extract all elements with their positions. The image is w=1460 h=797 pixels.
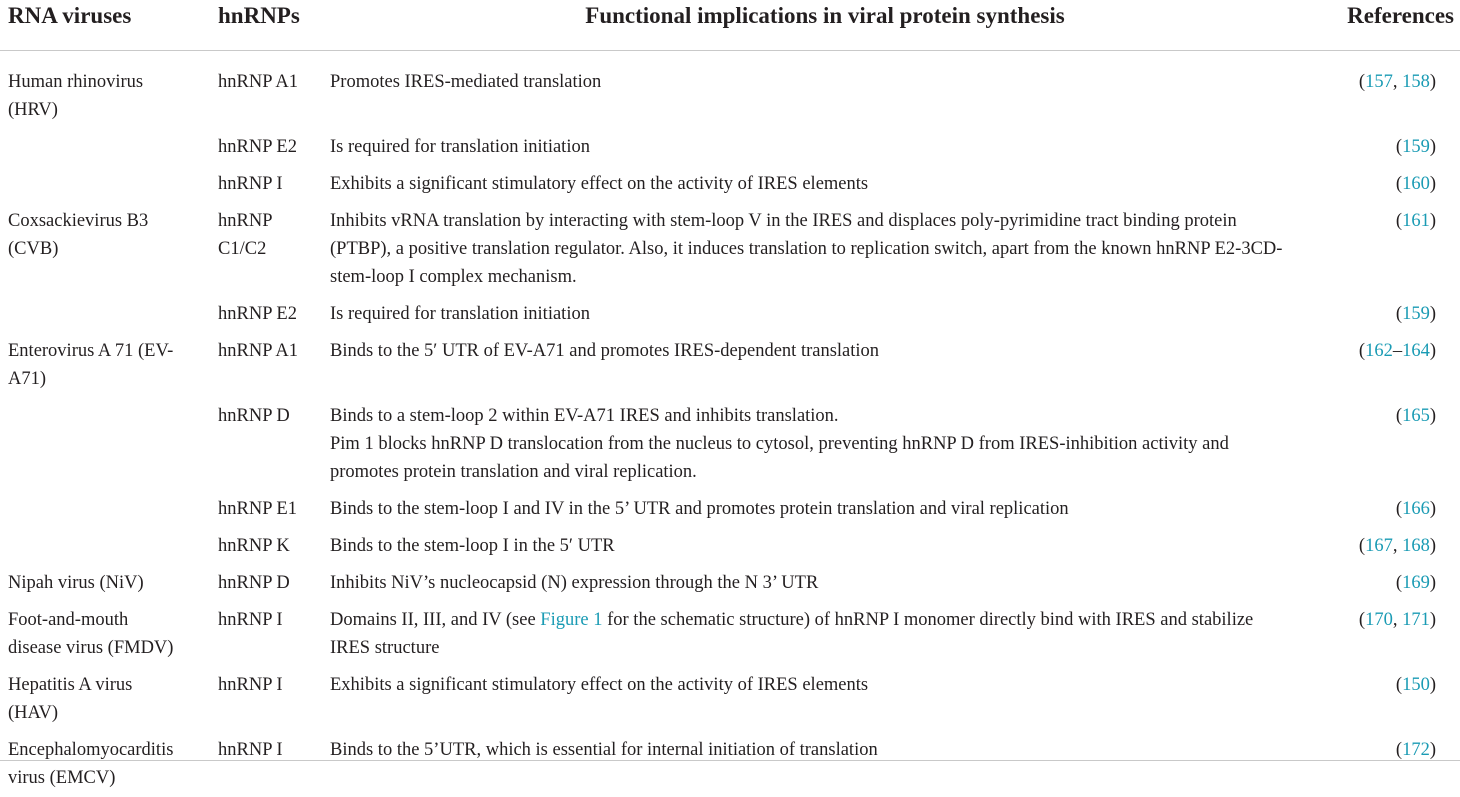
table-row: [0, 166, 1460, 203]
cell-rna-virus: [0, 51, 210, 130]
cell-hnrnp: [210, 203, 322, 296]
cell-references: [1328, 398, 1460, 491]
hnrnp-name: hnRNP I: [218, 606, 318, 634]
reference-link[interactable]: 165: [1402, 406, 1430, 426]
cell-hnrnp: [210, 528, 322, 565]
function-text: [330, 207, 1288, 291]
ref-paren-open: (: [1396, 211, 1402, 231]
cell-hnrnp: [210, 129, 322, 166]
cell-references: [1328, 51, 1460, 130]
hnrnp-name: hnRNP D: [218, 402, 318, 430]
cell-references: [1328, 602, 1460, 667]
cell-references: [1328, 296, 1460, 333]
ref-separator: ,: [1393, 72, 1402, 92]
hnrnp-name: hnRNP K: [218, 532, 318, 560]
ref-paren-close: ): [1430, 610, 1436, 630]
header-hnrnps: hnRNPs: [210, 0, 322, 51]
virus-name: Hepatitis A virus: [8, 671, 204, 699]
ref-paren-open: (: [1359, 341, 1365, 361]
hnrnp-name: hnRNP E2: [218, 133, 318, 161]
ref-paren-open: (: [1396, 304, 1402, 324]
reference-link[interactable]: 169: [1402, 573, 1430, 593]
virus-name-cont: virus (EMCV): [8, 764, 204, 792]
ref-paren-open: (: [1359, 72, 1365, 92]
cell-rna-virus: [0, 166, 210, 203]
function-text-part: Binds to the stem-loop I and IV in the 5’ UTR and promotes protein translation and viral replication: [330, 499, 1069, 519]
function-text: [330, 68, 1288, 96]
table-row: [0, 565, 1460, 602]
cell-hnrnp: [210, 565, 322, 602]
ref-paren-close: ): [1430, 675, 1436, 695]
function-text-part: Is required for translation initiation: [330, 304, 590, 324]
ref-paren-open: (: [1396, 573, 1402, 593]
virus-name-cont: (HAV): [8, 699, 204, 727]
function-text: [330, 671, 1288, 699]
cell-references: [1328, 129, 1460, 166]
ref-paren-close: ): [1430, 211, 1436, 231]
reference-link[interactable]: 170: [1365, 610, 1393, 630]
cell-function: [322, 667, 1328, 732]
function-text: [330, 170, 1288, 198]
function-text-part: Is required for translation initiation: [330, 137, 590, 157]
virus-name: Coxsackievirus B3: [8, 207, 204, 235]
table-row: [0, 398, 1460, 491]
function-text-part: Binds to the 5’UTR, which is essential for internal initiation of translation: [330, 740, 878, 760]
table-bottom-rule: [0, 760, 1460, 761]
cell-hnrnp: [210, 491, 322, 528]
virus-name-cont: (HRV): [8, 96, 204, 124]
ref-separator: ,: [1393, 610, 1402, 630]
ref-paren-close: ): [1430, 406, 1436, 426]
reference-link[interactable]: 158: [1402, 72, 1430, 92]
function-text-part: Binds to the 5′ UTR of EV-A71 and promotes IRES-dependent translation: [330, 341, 879, 361]
cell-hnrnp: [210, 51, 322, 130]
ref-separator: ,: [1393, 536, 1402, 556]
reference-link[interactable]: 166: [1402, 499, 1430, 519]
cell-function: [322, 333, 1328, 398]
cell-hnrnp: [210, 333, 322, 398]
table-row: [0, 296, 1460, 333]
ref-paren-close: ): [1430, 304, 1436, 324]
cell-rna-virus: [0, 333, 210, 398]
ref-paren-open: (: [1396, 137, 1402, 157]
cell-rna-virus: [0, 398, 210, 491]
header-functional-implications: Functional implications in viral protein synthesis: [322, 0, 1328, 51]
ref-paren-open: (: [1396, 499, 1402, 519]
function-text: [330, 337, 1288, 365]
function-text: [330, 532, 1288, 560]
reference-link[interactable]: 171: [1402, 610, 1430, 630]
function-text: [330, 133, 1288, 161]
cell-rna-virus: [0, 667, 210, 732]
cell-function: [322, 51, 1328, 130]
cell-rna-virus: [0, 129, 210, 166]
cell-function: [322, 528, 1328, 565]
cell-references: [1328, 732, 1460, 797]
ref-paren-open: (: [1396, 406, 1402, 426]
hnrnp-name: hnRNP I: [218, 736, 318, 764]
function-text-part: Exhibits a significant stimulatory effect on the activity of IRES elements: [330, 675, 868, 695]
ref-paren-close: ): [1430, 137, 1436, 157]
ref-separator: –: [1393, 341, 1402, 361]
function-text-part: Domains II, III, and IV (see: [330, 610, 540, 630]
virus-name: Encephalomyocarditis: [8, 736, 204, 764]
cell-function: [322, 296, 1328, 333]
table-header: [0, 0, 1460, 51]
function-text: [330, 495, 1288, 523]
function-text-part: Inhibits NiV’s nucleocapsid (N) expression through the N 3’ UTR: [330, 573, 818, 593]
virus-name: Enterovirus A 71 (EV-: [8, 337, 204, 365]
table-row: [0, 667, 1460, 732]
reference-link[interactable]: 162: [1365, 341, 1393, 361]
cell-references: [1328, 667, 1460, 732]
table-row: [0, 129, 1460, 166]
reference-link[interactable]: 150: [1402, 675, 1430, 695]
cell-rna-virus: [0, 565, 210, 602]
cell-function: [322, 602, 1328, 667]
cell-function: [322, 203, 1328, 296]
cell-references: [1328, 528, 1460, 565]
reference-link[interactable]: 160: [1402, 174, 1430, 194]
ref-paren-close: ): [1430, 740, 1436, 760]
ref-paren-close: ): [1430, 573, 1436, 593]
reference-link[interactable]: 161: [1402, 211, 1430, 231]
hnrnp-name: hnRNP E2: [218, 300, 318, 328]
cell-rna-virus: [0, 602, 210, 667]
cell-references: [1328, 491, 1460, 528]
cell-function: [322, 129, 1328, 166]
function-text-part: Inhibits vRNA translation by interacting with stem-loop V in the IRES and displaces poly-pyrimidine tract binding protein (PTBP), a positive translation regulator. Also, it induces translation to replication switch, apart from the known hnRNP E2-3CD-stem-loop I complex mechanism.: [330, 211, 1282, 287]
reference-link[interactable]: 157: [1365, 72, 1393, 92]
cell-hnrnp: [210, 602, 322, 667]
ref-paren-close: ): [1430, 72, 1436, 92]
ref-paren-close: ): [1430, 341, 1436, 361]
table-row: [0, 51, 1460, 130]
cell-references: [1328, 166, 1460, 203]
table-row: [0, 333, 1460, 398]
cell-hnrnp: [210, 732, 322, 797]
ref-paren-open: (: [1396, 740, 1402, 760]
hnrnp-name: hnRNP A1: [218, 337, 318, 365]
hnrnp-name-cont: C1/C2: [218, 235, 318, 263]
virus-name-cont: disease virus (FMDV): [8, 634, 204, 662]
cell-rna-virus: [0, 528, 210, 565]
ref-paren-open: (: [1396, 675, 1402, 695]
function-text-part: Binds to a stem-loop 2 within EV-A71 IRES and inhibits translation.: [330, 406, 839, 426]
ref-paren-close: ): [1430, 499, 1436, 519]
virus-name: Foot-and-mouth: [8, 606, 204, 634]
cell-hnrnp: [210, 166, 322, 203]
hnrnp-name: hnRNP D: [218, 569, 318, 597]
figure-link[interactable]: Figure 1: [540, 610, 602, 630]
function-text: [330, 300, 1288, 328]
hnrnp-name: hnRNP E1: [218, 495, 318, 523]
virus-name: Nipah virus (NiV): [8, 569, 204, 597]
cell-hnrnp: [210, 296, 322, 333]
reference-link[interactable]: 167: [1365, 536, 1393, 556]
ref-paren-open: (: [1359, 610, 1365, 630]
cell-rna-virus: [0, 491, 210, 528]
header-rna-viruses: RNA viruses: [0, 0, 210, 51]
virus-name-cont: (CVB): [8, 235, 204, 263]
virus-name: Human rhinovirus: [8, 68, 204, 96]
cell-rna-virus: [0, 203, 210, 296]
function-text-part: Exhibits a significant stimulatory effect on the activity of IRES elements: [330, 174, 868, 194]
cell-rna-virus: [0, 732, 210, 797]
hnrnp-name: hnRNP I: [218, 170, 318, 198]
cell-function: [322, 491, 1328, 528]
cell-function: [322, 398, 1328, 491]
ref-paren-close: ): [1430, 536, 1436, 556]
reference-link[interactable]: 172: [1402, 740, 1430, 760]
table-row: [0, 528, 1460, 565]
reference-link[interactable]: 159: [1402, 304, 1430, 324]
cell-function: [322, 565, 1328, 602]
function-text: [330, 569, 1288, 597]
hnrnp-name: hnRNP I: [218, 671, 318, 699]
cell-function: [322, 732, 1328, 797]
cell-hnrnp: [210, 398, 322, 491]
cell-references: [1328, 565, 1460, 602]
header-references: References: [1328, 0, 1460, 51]
reference-link[interactable]: 168: [1402, 536, 1430, 556]
ref-paren-close: ): [1430, 174, 1436, 194]
cell-references: [1328, 333, 1460, 398]
cell-rna-virus: [0, 296, 210, 333]
function-text-part: Promotes IRES-mediated translation: [330, 72, 601, 92]
ref-paren-open: (: [1396, 174, 1402, 194]
table-row: [0, 732, 1460, 797]
table-row: [0, 491, 1460, 528]
cell-hnrnp: [210, 667, 322, 732]
reference-link[interactable]: 164: [1402, 341, 1430, 361]
function-text: [330, 402, 1288, 430]
virus-name-cont: A71): [8, 365, 204, 393]
table-row: [0, 602, 1460, 667]
cell-function: [322, 166, 1328, 203]
ref-paren-open: (: [1359, 536, 1365, 556]
hnrnp-name: hnRNP: [218, 207, 318, 235]
cell-references: [1328, 203, 1460, 296]
reference-link[interactable]: 159: [1402, 137, 1430, 157]
function-text: [330, 606, 1288, 662]
function-text-extra: Pim 1 blocks hnRNP D translocation from the nucleus to cytosol, preventing hnRNP D from IRES-inhibition activity and promotes protein translation and viral replication.: [330, 430, 1288, 486]
function-text-part: for the schematic structure) of hnRNP I monomer directly bind with IRES and stabilize IRES structure: [330, 610, 1253, 658]
table-body: [0, 51, 1460, 797]
hnrnp-name: hnRNP A1: [218, 68, 318, 96]
table-row: [0, 203, 1460, 296]
function-text-part: Binds to the stem-loop I in the 5′ UTR: [330, 536, 615, 556]
header-row: [0, 0, 1460, 51]
